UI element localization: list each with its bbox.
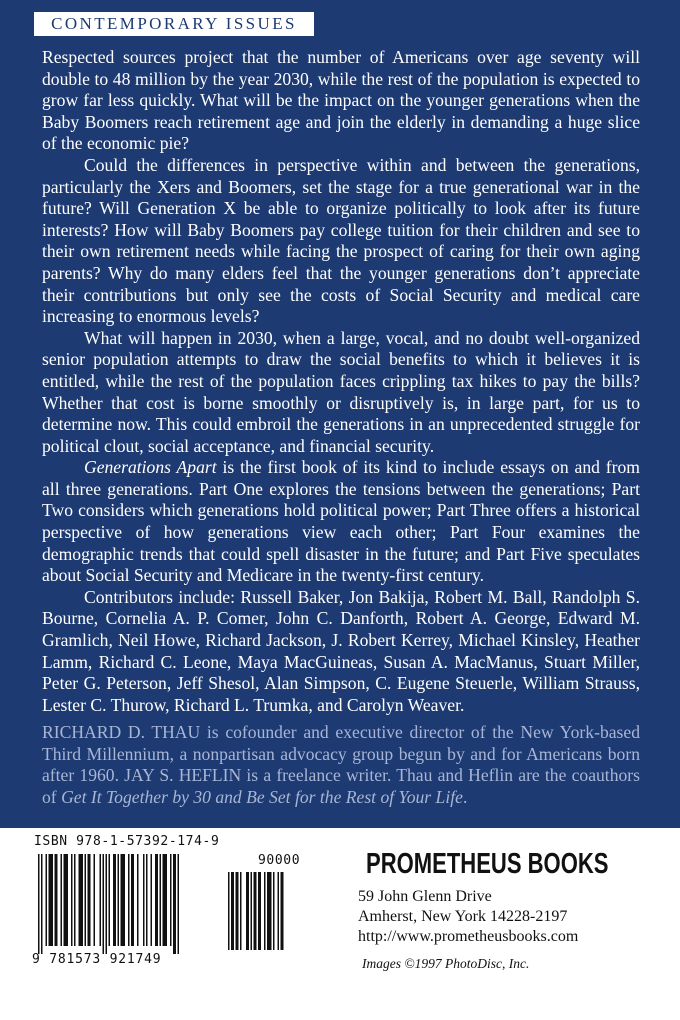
barcode-panel xyxy=(0,828,680,1020)
ean-barcode xyxy=(38,854,222,954)
image-credits: Images ©1997 PhotoDisc, Inc. xyxy=(362,956,530,971)
ean-digits: 9 781573 921749 xyxy=(32,952,162,967)
paragraph-1: Respected sources project that the number of Americans over age seventy will double to 48 million by the year 2030, while the rest of the population is expected to grow far less quickly. What will be the impact on the younger generations when the Baby Boomers reach retirement age and join the elderly in demanding a huge slice of the economic pie? xyxy=(42,47,640,154)
author-bio-text: RICHARD D. THAU is cofounder and executive director of the New York-based Third Millennium, a nonpartisan advocacy group begun by and for Americans born after 1960. JAY S. HEFLIN is a freelance writer. Thau and Heflin are the coauthors of xyxy=(42,722,640,807)
author-book-title: Get It Together by 30 and Be Set for the Rest of Your Life xyxy=(61,786,463,807)
paragraph-2: Could the differences in perspective within and between the generations, particularly the Xers and Boomers, set the stage for a true generational war in the future? Will Generation X be able to organize politically to look after its future interests? How will Baby Boomers pay college tuition for their children and see to their own retirement needs while facing the prospect of caring for their own aging parents? Why do many elders feel that the younger generations don’t appreciate their contributions but only see the costs of Social Security and medical care increasing to enormous levels? xyxy=(42,154,640,327)
author-bio-end: . xyxy=(462,786,468,807)
publisher-address-line1: 59 John Glenn Drive xyxy=(358,888,492,905)
publisher-url: http://www.prometheusbooks.com xyxy=(358,928,579,945)
price-code: 90000 xyxy=(258,853,301,868)
publisher-name: PROMETHEUS BOOKS xyxy=(366,848,609,880)
author-bio xyxy=(42,722,640,808)
book-title: Generations Apart xyxy=(84,457,217,478)
publisher-address-line2: Amherst, New York 14228-2197 xyxy=(358,908,568,925)
contributors-paragraph: Contributors include: Russell Baker, Jon Bakija, Robert M. Ball, Randolph S. Bourne, Cornelia A. P. Comer, John C. Danforth, Robert A. George, Edward M. Gramlich, Neil Howe, Richard Jackson, J. Robert Kerrey, Michael Kinsley, Heather Lamm, Richard C. Leone, Maya MacGuineas, Susan A. MacManus, Stuart Miller, Peter G. Peterson, Jeff Shesol, Alan Simpson, C. Eugene Steuerle, William Strauss, Lester C. Thurow, Richard L. Trumka, and Carolyn Weaver. xyxy=(42,586,640,715)
paragraph-3: What will happen in 2030, when a large, vocal, and no doubt well-organized senior population attempts to draw the social benefits to which it believes it is entitled, while the rest of the population faces crippling tax hikes to pay the bills? Whether that cost is borne smoothly or disruptively is, in large part, for us to determine now. This could embroil the generations in an unprecedented struggle for political clout, social acceptance, and financial security. xyxy=(42,327,640,456)
paragraph-4-text: is the first book of its kind to include essays on and from all three generations. Part One explores the tensions between the generations; Part Two considers which generations hold political power; Part Three offers a historical perspective of how generations view each other; Part Four examines the demographic trends that could spell disaster in the future; and Part Five speculates about Social Security and Medicare in the twenty-first century. xyxy=(42,457,640,586)
paragraph-4 xyxy=(42,457,640,587)
description-text xyxy=(42,47,640,716)
isbn-label: ISBN 978-1-57392-174-9 xyxy=(34,834,220,849)
series-banner: CONTEMPORARY ISSUES xyxy=(34,12,314,36)
addon-barcode xyxy=(228,872,284,952)
